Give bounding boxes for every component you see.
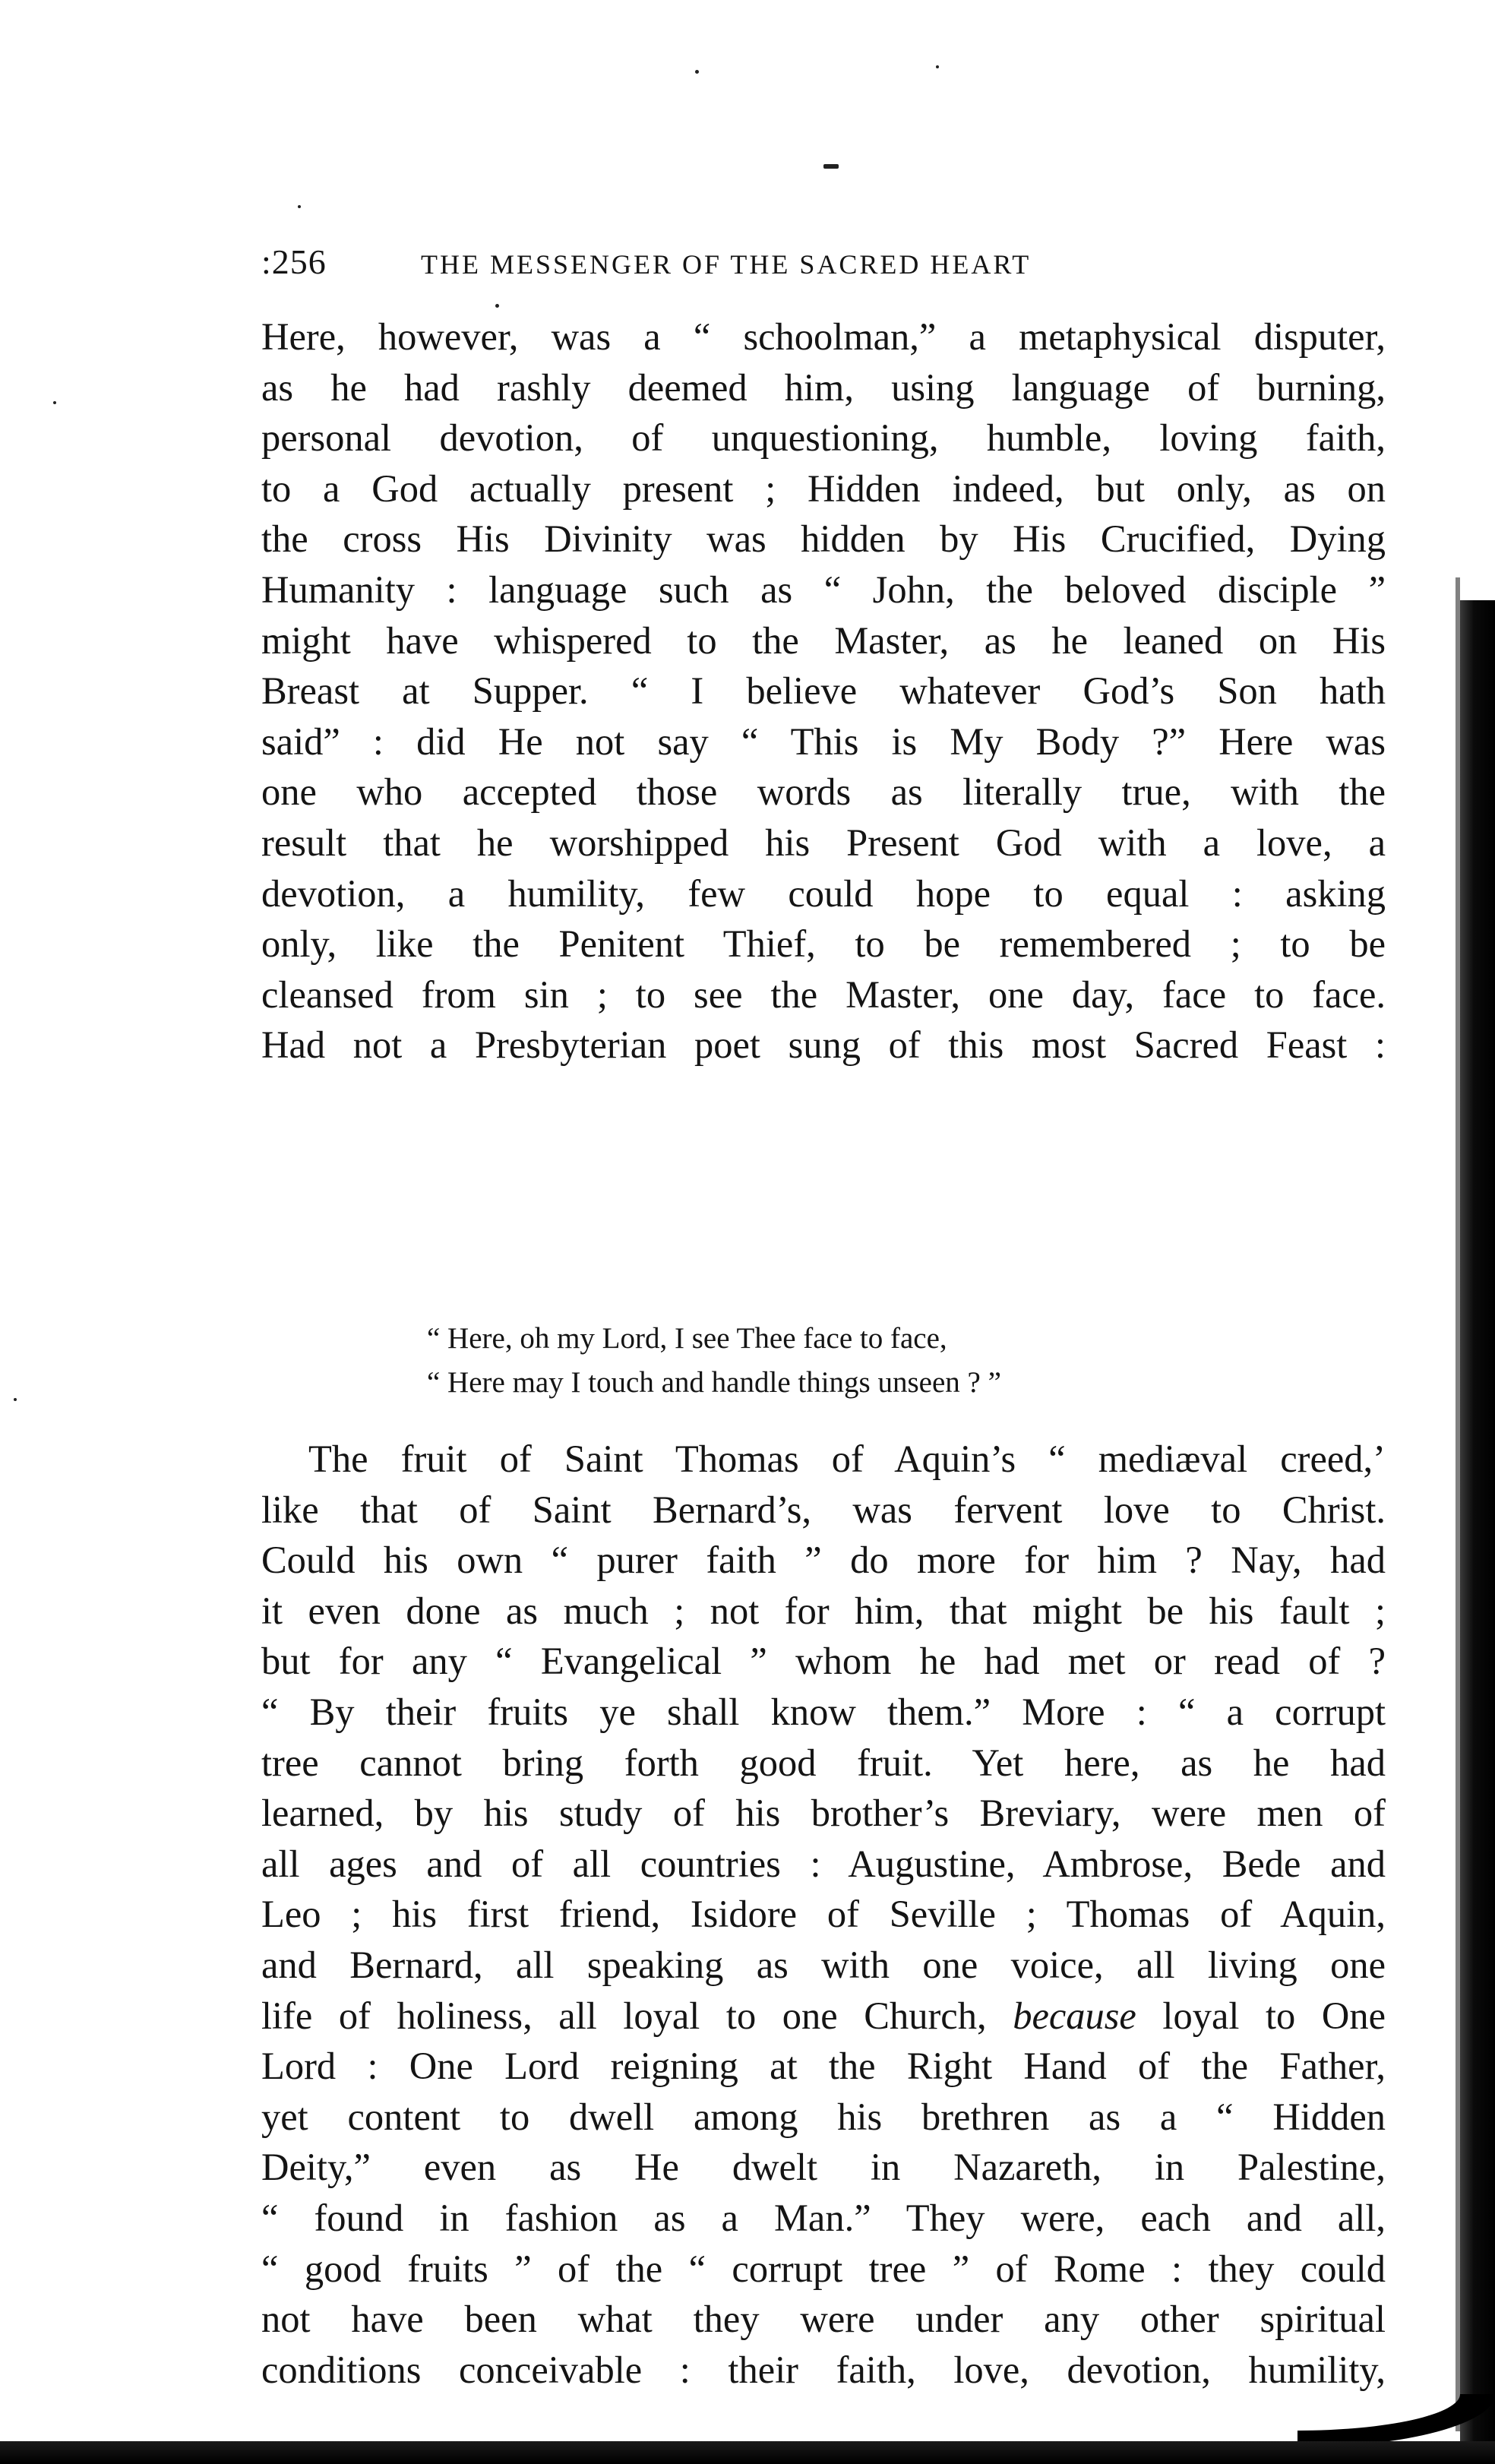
page-bottom-edge xyxy=(0,2441,1495,2464)
text-line: cleansed from sin ; to see the Master, one day, face to face. xyxy=(261,973,1386,1016)
text-line: “ good fruits ” of the “ corrupt tree ” of Rome : they could xyxy=(261,2247,1386,2290)
running-header xyxy=(261,242,1416,287)
text-line: personal devotion, of unquestioning, humble, loving faith, xyxy=(261,416,1386,460)
text-line: Here, however, was a “ schoolman,” a metaphysical disputer, xyxy=(261,315,1386,358)
scan-speck xyxy=(298,205,301,208)
page-binding-edge xyxy=(1460,600,1495,2464)
text-line: conditions conceivable : their faith, love, devotion, humility, xyxy=(261,2348,1386,2391)
paragraph-2 xyxy=(261,1434,1386,2395)
italic-word: because xyxy=(1013,1994,1136,2037)
scan-speck xyxy=(823,164,839,169)
scan-speck xyxy=(936,65,939,68)
text-line: “ By their fruits ye shall know them.” More : “ a corrupt xyxy=(261,1690,1386,1733)
text-line: “ found in fashion as a Man.” They were, each and all, xyxy=(261,2196,1386,2239)
text-line: as he had rashly deemed him, using language of burning, xyxy=(261,365,1386,409)
text-line: Humanity : language such as “ John, the beloved disciple ” xyxy=(261,568,1386,611)
text-line: learned, by his study of his brother’s Breviary, were men of xyxy=(261,1792,1386,1835)
text-segment: life of holiness, all loyal to one Church, xyxy=(261,1994,1013,2037)
text-segment: loyal to One xyxy=(1136,1994,1386,2037)
verse-line: “ Here, oh my Lord, I see Thee face to face, xyxy=(427,1322,947,1355)
scan-speck xyxy=(495,304,499,308)
text-line: like that of Saint Bernard’s, was fervent love to Christ. xyxy=(261,1488,1386,1531)
text-line: result that he worshipped his Present God with a love, a xyxy=(261,821,1386,864)
paragraph-1 xyxy=(261,312,1386,1071)
text-line: Could his own “ purer faith ” do more for him ? Nay, had xyxy=(261,1539,1386,1582)
text-line: all ages and of all countries : Augustine, Ambrose, Bede and xyxy=(261,1842,1386,1885)
text-line: Lord : One Lord reigning at the Right Hand of the Father, xyxy=(261,2045,1386,2088)
text-line: Breast at Supper. “ I believe whatever God’s Son hath xyxy=(261,669,1386,713)
text-line: Deity,” even as He dwelt in Nazareth, in Palestine, xyxy=(261,2146,1386,2189)
text-line: Had not a Presbyterian poet sung of this most Sacred Feast : xyxy=(261,1023,1386,1067)
text-line: yet content to dwell among his brethren as a “ Hidden xyxy=(261,2095,1386,2138)
text-line: tree cannot bring forth good fruit. Yet here, as he had xyxy=(261,1741,1386,1784)
text-line: the cross His Divinity was hidden by His Crucified, Dying xyxy=(261,517,1386,561)
running-head-title: THE MESSENGER OF THE SACRED HEART xyxy=(421,249,1032,280)
text-line: Leo ; his first friend, Isidore of Seville ; Thomas of Aquin, xyxy=(261,1893,1386,1936)
text-line-with-italic xyxy=(261,1991,1386,2042)
text-line: but for any “ Evangelical ” whom he had met or read of ? xyxy=(261,1640,1386,1683)
text-line: and Bernard, all speaking as with one voice, all living one xyxy=(261,1943,1386,1986)
text-line: only, like the Penitent Thief, to be remembered ; to be xyxy=(261,922,1386,966)
text-line: said” : did He not say “ This is My Body ?” Here was xyxy=(261,720,1386,763)
verse-line: “ Here may I touch and handle things unseen ? ” xyxy=(427,1366,1001,1399)
scan-speck xyxy=(14,1398,17,1401)
scan-speck xyxy=(695,70,699,74)
page-number: :256 xyxy=(261,242,327,281)
scan-speck xyxy=(53,401,56,404)
verse-quotation xyxy=(427,1317,1001,1405)
text-line: devotion, a humility, few could hope to equal : asking xyxy=(261,871,1386,915)
text-line: The fruit of Saint Thomas of Aquin’s “ mediæval creed,’ xyxy=(308,1438,1386,1480)
text-line: not have been what they were under any other spiritual xyxy=(261,2298,1386,2341)
text-line: one who accepted those words as literally true, with the xyxy=(261,770,1386,814)
text-line: to a God actually present ; Hidden indeed, but only, as on xyxy=(261,467,1386,510)
text-line: it even done as much ; not for him, that might be his fault ; xyxy=(261,1589,1386,1632)
text-line: might have whispered to the Master, as he leaned on His xyxy=(261,618,1386,662)
